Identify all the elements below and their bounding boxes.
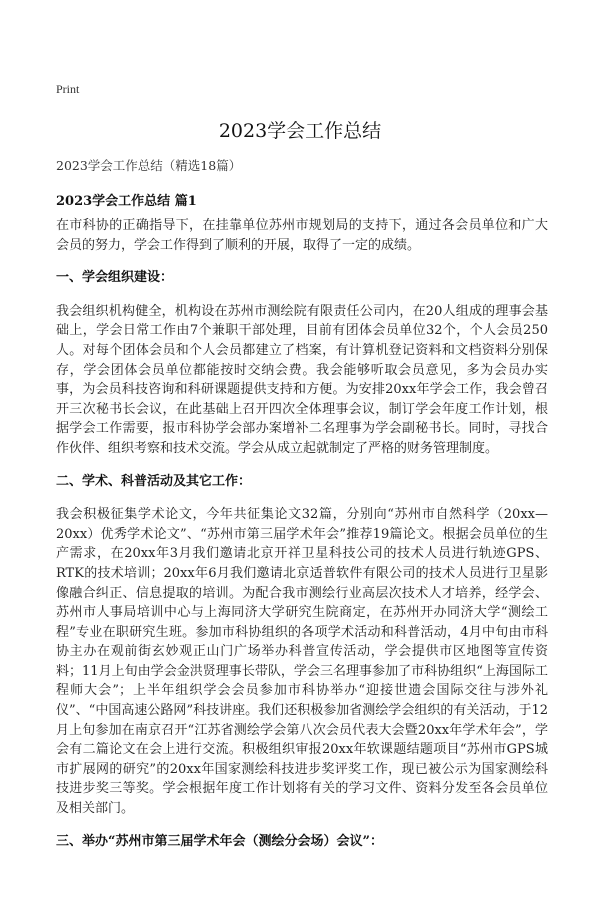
print-label[interactable]: Print	[56, 82, 80, 96]
document-subtitle: 2023学会工作总结（精选18篇）	[56, 158, 242, 173]
intro-paragraph: 在市科协的正确指导下，在挂靠单位苏州市规划局的支持下，通过各会员单位和广大会员的努力，学会工作得到了顺利的开展，取得了一定的成绩。	[56, 218, 548, 253]
section-paragraph-academic: 我会积极征集学术论文，今年共征集论文32篇，分别向“苏州市自然科学（20xx—20xx）优秀学术论文”、“苏州市第三届学术年会”推荐19篇论文。根据会员单位的生产需求，在20xx年3月我们邀请北京开祥卫星科技公司的技术人员进行轨迹GPS、RTK的技术培训；20xx年6月我们邀请北京适普软件有限公司的技术人员进行卫星影像融合纠正、信息提取的培训。为配合我市测绘行业高层次技术人才培养，经学会、苏州市人事局培训中心与上海同济大学研究生院商定，在苏州开办同济大学“测绘工程”专业在职研究生班。参加市科协组织的各项学术活动和科普活动，4月中旬由市科协主办在观前街玄妙观正山门广场举办科普宣传活动，学会提供市区地图等宣传资料；11月上旬由学会金洪贤理事长带队，学会三名理事参加了市科协组织“上海国际工程师大会”；上半年组织学会会员参加市科协举办“迎接世遗会国际交往与涉外礼仪”、“中国高速公路网”科技讲座。我们还积极参加省测绘学会组织的有关活动，于12月上旬参加在南京召开“江苏省测绘学会第八次会员代表大会暨20xx年学术年会”，学会有二篇论文在会上进行交流。积极组织审报20xx年软课题结题项目“苏州市GPS城市扩展网的研究”的20xx年国家测绘科技进步奖评奖工作，现已被公示为国家测绘科技进步奖三等奖。学会根据年度工作计划将有关的学习文件、资料分发至各会员单位及相关部门。	[56, 507, 548, 817]
document-title: 2023学会工作总结	[218, 120, 382, 142]
article-heading: 2023学会工作总结 篇1	[56, 194, 197, 209]
section-heading-annual-meeting: 三、举办“苏州市第三届学术年会（测绘分会场）会议”：	[56, 833, 383, 849]
section-heading-academic: 二、学术、科普活动及其它工作：	[56, 473, 252, 489]
article-body	[56, 216, 548, 865]
section-heading-organization: 一、学会组织建设：	[56, 270, 174, 286]
section-paragraph-organization: 我会组织机构健全，机构设在苏州市测绘院有限责任公司内，在20人组成的理事会基础上，学会日常工作由7个兼职干部处理，目前有团体会员单位32个，个人会员250人。对每个团体会员和个人会员都建立了档案，有计算机登记资料和文档资料分别保存，学会团体会员单位都能按时交纳会费。我会能够听取会员意见，多为会员办实事，为会员科技咨询和科研课题提供支持和方便。为安排20xx年学会工作，我会曾召开三次秘书长会议，在此基础上召开四次全体理事会议，制订学会年度工作计划，根据学会工作需要，报市科协学会部办案增补二名理事为学会副秘书长。同时，寻找合作伙伴、组织考察和技术交流。学会从成立起就制定了严格的财务管理制度。	[56, 303, 548, 456]
